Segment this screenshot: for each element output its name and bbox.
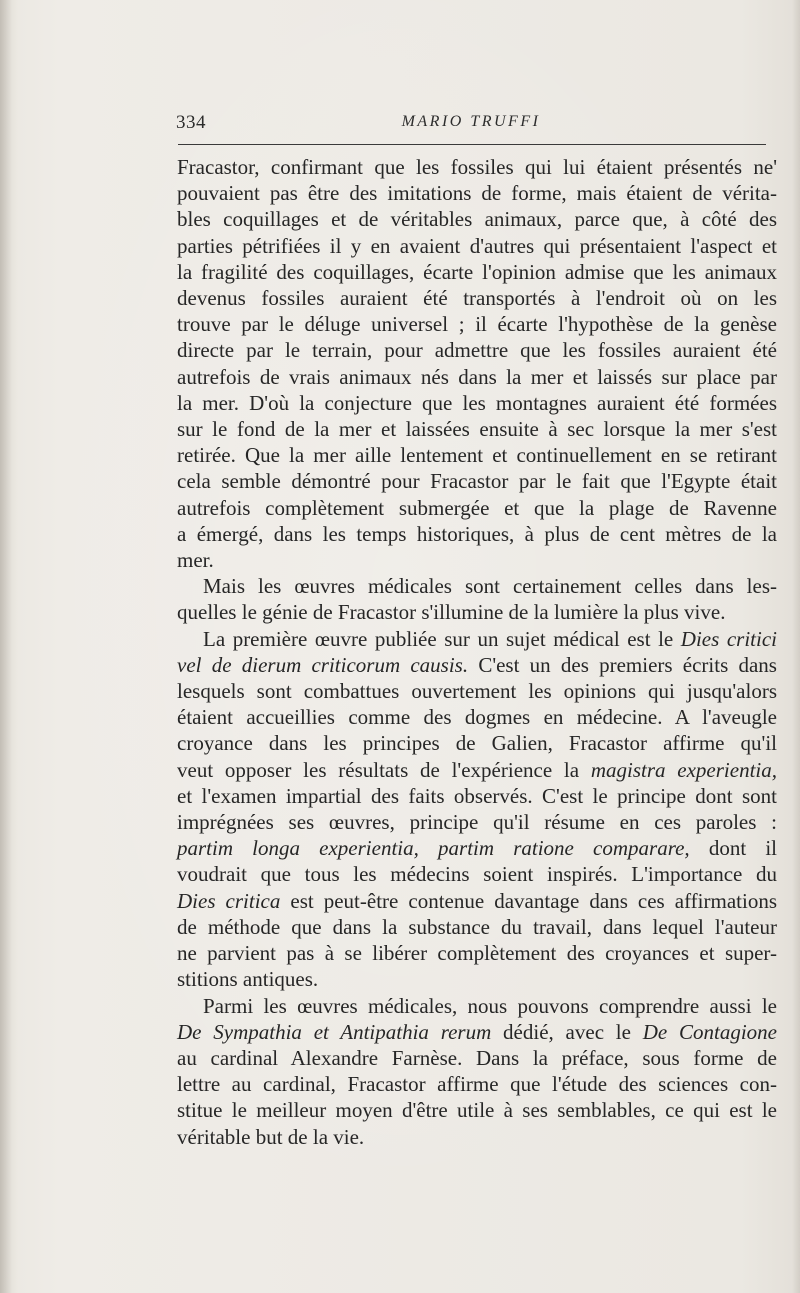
- paragraph-2: [177, 573, 777, 625]
- text-line: ne parvient pas à se libérer complètement des croyances et super-: [177, 941, 777, 966]
- page-edge: [792, 0, 800, 1293]
- text-run: veut opposer les résultats de l'expérience la: [177, 757, 591, 782]
- text-line: [177, 757, 777, 783]
- text-run: dont il: [689, 836, 778, 861]
- text-line: Mais les œuvres médicales sont certainement celles dans les-: [203, 574, 777, 599]
- text-line: [177, 888, 777, 914]
- italic-phrase: magistra experientia,: [590, 757, 777, 782]
- italic-title: Dies critici: [680, 626, 777, 651]
- text-line: lettre au cardinal, Fracastor affirme que l'étude des sciences con-: [177, 1072, 777, 1097]
- gutter-shadow: [0, 0, 12, 1293]
- text-line: lesquels sont combattues ouvertement les opinions qui jusqu'alors: [177, 679, 777, 704]
- body-text: [177, 154, 777, 1150]
- text-run: C'est un des premiers écrits dans: [468, 652, 777, 677]
- text-line: la mer. D'où la conjecture que les montagnes auraient été formées: [177, 390, 777, 415]
- text-run: La première œuvre publiée sur un sujet médical est le: [203, 626, 681, 651]
- text-line: au cardinal Alexandre Farnèse. Dans la préface, sous forme de: [177, 1045, 777, 1070]
- italic-title: Dies critica: [177, 888, 281, 913]
- text-line: parties pétrifiées il y en avaient d'autres qui présentaient l'aspect et: [177, 233, 777, 258]
- paragraph-3: [177, 626, 777, 993]
- text-line: devenus fossiles auraient été transportés à l'endroit où on les: [177, 286, 777, 311]
- text-line: véritable but de la vie.: [177, 1124, 365, 1149]
- text-line: la fragilité des coquillages, écarte l'opinion admise que les animaux: [177, 259, 777, 284]
- paragraph-1: [177, 154, 777, 573]
- text-line: pouvaient pas être des imitations de forme, mais étaient de vérita-: [177, 181, 777, 206]
- text-line: retirée. Que la mer aille lentement et continuellement en se retirant: [177, 443, 777, 468]
- italic-title: vel de dierum criticorum causis.: [177, 652, 469, 677]
- text-line: quelles le génie de Fracastor s'illumine de la lumière la plus vive.: [177, 600, 726, 625]
- header-rule: [178, 144, 766, 145]
- italic-title: De Sympathia et Antipathia rerum: [177, 1019, 492, 1044]
- text-line: [177, 1019, 777, 1045]
- text-line: autrefois complètement submergée et que la plage de Ravenne: [177, 495, 777, 520]
- text-run: dédié, avec le: [491, 1019, 643, 1044]
- text-line: trouve par le déluge universel ; il écarte l'hypothèse de la genèse: [177, 312, 777, 337]
- text-line: et l'examen impartial des faits observés. C'est le principe dont sont: [177, 783, 777, 808]
- page-header: [176, 112, 766, 138]
- running-head: MARIO TRUFFI: [401, 113, 541, 130]
- text-line: cela semble démontré pour Fracastor par le fait que l'Egypte était: [177, 469, 777, 494]
- text-line: sur le fond de la mer et laissées ensuite à sec lorsque la mer s'est: [177, 417, 777, 442]
- text-line: [177, 652, 777, 678]
- text-line: étaient accueillies comme des dogmes en médecine. A l'aveugle: [177, 705, 777, 730]
- text-line: imprégnées ses œuvres, principe qu'il résume en ces paroles :: [177, 810, 777, 835]
- text-line: de méthode que dans la substance du travail, dans lequel l'auteur: [177, 914, 777, 939]
- text-line: [177, 835, 777, 861]
- text-run: est peut-être contenue davantage dans ces affirmations: [280, 888, 777, 913]
- text-line: [177, 626, 777, 652]
- text-line: stitions antiques.: [177, 967, 319, 992]
- italic-title: De Contagione: [642, 1019, 777, 1044]
- text-line: stitue le meilleur moyen d'être utile à ses semblables, ce qui est le: [177, 1098, 777, 1123]
- text-line: autrefois de vrais animaux nés dans la mer et laissés sur place par: [177, 364, 777, 389]
- text-line: bles coquillages et de véritables animaux, parce que, à côté des: [177, 207, 777, 232]
- paragraph-4: [177, 993, 777, 1150]
- text-line: a émergé, dans les temps historiques, à plus de cent mètres de la: [177, 521, 777, 546]
- italic-quote: partim longa experientia, partim ratione comparare,: [177, 836, 690, 861]
- page-number: 334: [176, 112, 206, 133]
- text-line: croyance dans les principes de Galien, Fracastor affirme qu'il: [177, 731, 777, 756]
- text-line: voudrait que tous les médecins soient inspirés. L'importance du: [177, 862, 777, 887]
- text-line: Parmi les œuvres médicales, nous pouvons comprendre aussi le: [203, 993, 777, 1018]
- text-line: directe par le terrain, pour admettre que les fossiles auraient été: [177, 338, 777, 363]
- text-line: mer.: [177, 548, 214, 573]
- text-line: Fracastor, confirmant que les fossiles qui lui étaient présentés ne': [177, 155, 777, 179]
